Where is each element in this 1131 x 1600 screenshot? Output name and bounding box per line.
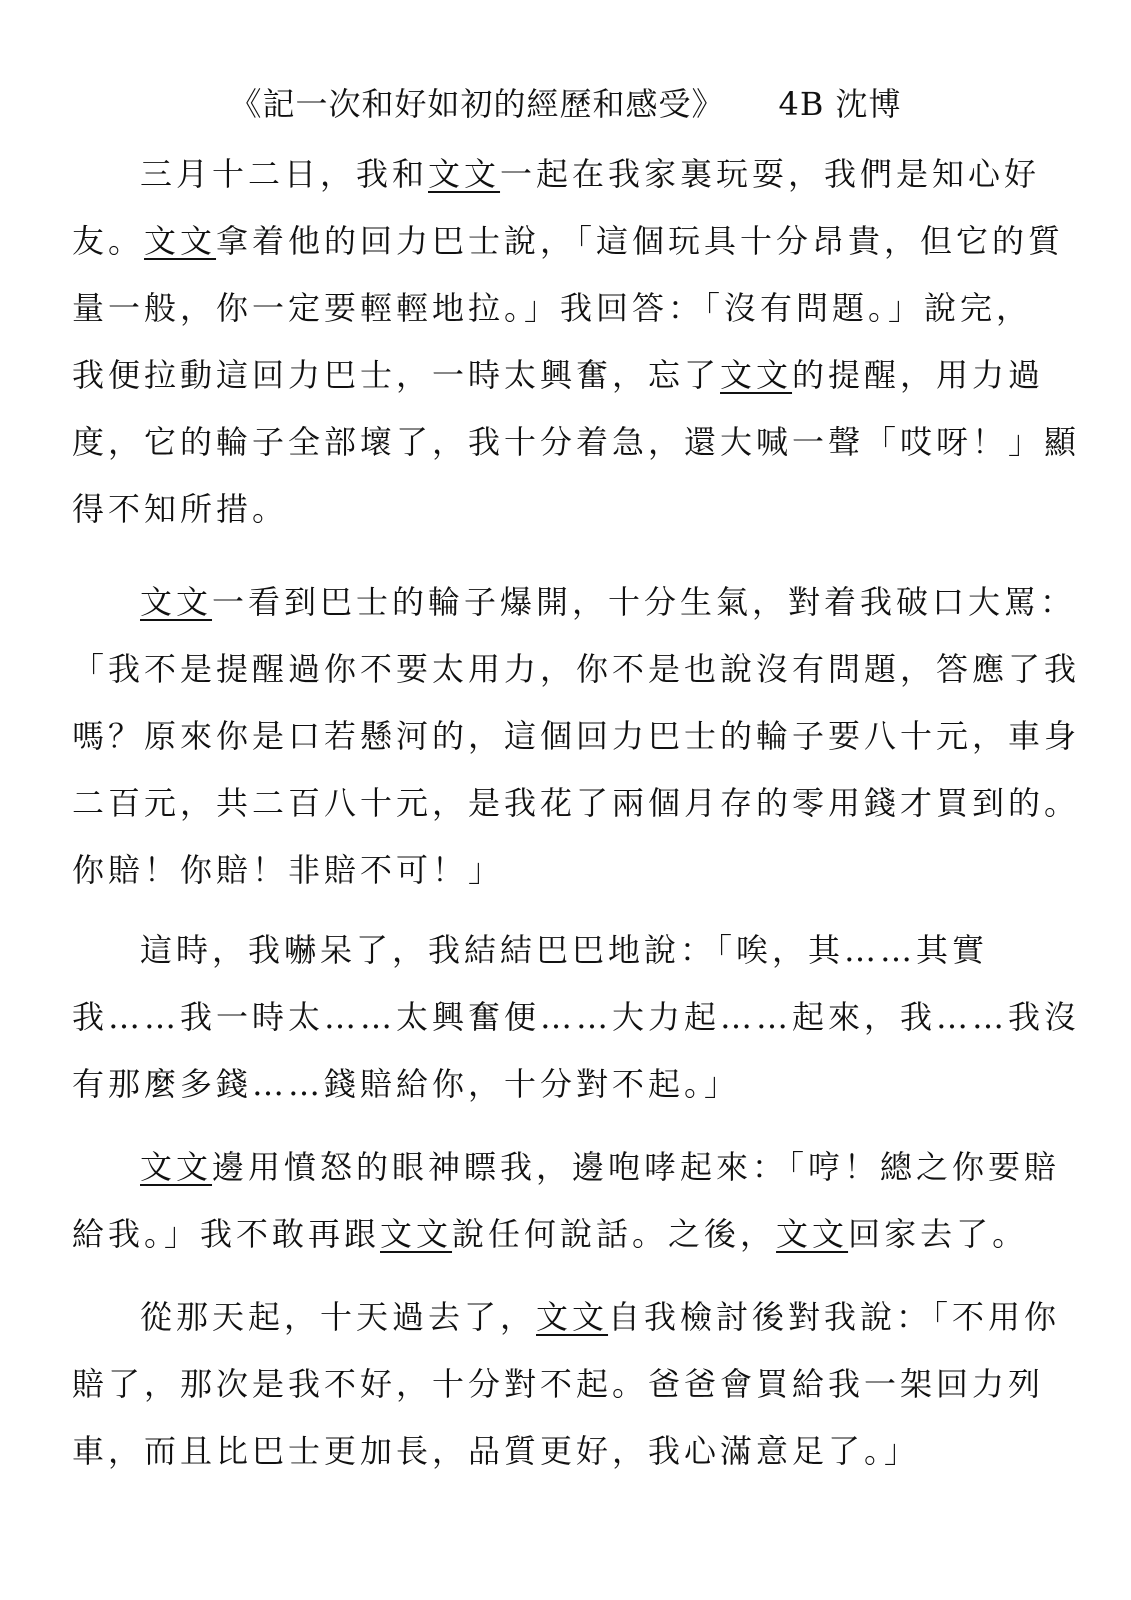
text-segment: 「我不是提醒過你不要太用力，你不是也說沒有問題，答應了我 — [72, 650, 1081, 688]
text-segment: 二百元，共二百八十元，是我花了兩個月存的零用錢才買到的。 — [72, 784, 1081, 822]
text-line — [72, 1212, 1028, 1256]
text-line — [72, 353, 1044, 397]
underlined-name: 文文 — [140, 1148, 213, 1186]
text-segment: 度，它的輪子全部壞了，我十分着急，還大喊一聲「哎呀！」顯 — [72, 423, 1081, 461]
text-segment: 你賠！你賠！非賠不可！」 — [72, 851, 505, 889]
text-line — [72, 1429, 920, 1473]
text-segment: 賠了，那次是我不好，十分對不起。爸爸會買給我一架回力列 — [72, 1365, 1045, 1403]
text-segment: 一起在我家裏玩耍，我們是知心好 — [500, 155, 1041, 193]
text-segment: 三月十二日，我和 — [140, 155, 429, 193]
text-line — [72, 219, 1064, 263]
text-segment: 量一般，你一定要輕輕地拉。」我回答：「沒有問題。」說完， — [72, 289, 1033, 327]
underlined-name: 文文 — [144, 222, 217, 260]
text-line — [140, 580, 1076, 624]
text-line — [72, 647, 1080, 691]
text-segment: 嗎？原來你是口若懸河的，這個回力巴士的輪子要八十元，車身 — [72, 717, 1081, 755]
text-line — [140, 928, 988, 972]
text-segment: 說任何說話。之後， — [452, 1215, 777, 1253]
text-segment: 拿着他的回力巴士說，「這個玩具十分昂貴，但它的質 — [216, 222, 1065, 260]
underlined-name: 文文 — [776, 1215, 849, 1253]
author-label: 4B 沈博 — [778, 85, 902, 123]
underlined-name: 文文 — [380, 1215, 453, 1253]
text-segment: 這時，我嚇呆了，我結結巴巴地說：「唉，其……其實 — [140, 931, 989, 969]
text-segment: 有那麼多錢……錢賠給你，十分對不起。」 — [72, 1065, 741, 1103]
text-line — [140, 1145, 1060, 1189]
text-segment: 的提醒，用力過 — [792, 356, 1045, 394]
underlined-name: 文文 — [428, 155, 501, 193]
text-segment: 從那天起，十天過去了， — [140, 1298, 537, 1336]
text-line — [72, 1062, 740, 1106]
text-segment: 一看到巴士的輪子爆開，十分生氣，對着我破口大罵： — [212, 583, 1077, 621]
text-segment: 車，而且比巴士更加長，品質更好，我心滿意足了。」 — [72, 1432, 921, 1470]
text-line — [72, 781, 1080, 825]
text-line — [140, 1295, 1060, 1339]
text-segment: 我便拉動這回力巴士，一時太興奮，忘了 — [72, 356, 721, 394]
essay-title — [0, 82, 1131, 126]
text-line — [140, 152, 1040, 196]
text-segment: 我……我一時太……太興奮便……大力起……起來，我……我沒 — [72, 998, 1081, 1036]
text-segment: 邊用憤怒的眼神瞟我，邊咆哮起來：「哼！總之你要賠 — [212, 1148, 1061, 1186]
title-text: 《記一次和好如初的經歷和感受》 — [229, 85, 725, 123]
text-line — [72, 848, 504, 892]
text-line — [72, 995, 1080, 1039]
underlined-name: 文文 — [536, 1298, 609, 1336]
text-segment: 回家去了。 — [848, 1215, 1029, 1253]
underlined-name: 文文 — [140, 583, 213, 621]
text-line — [72, 1362, 1044, 1406]
text-segment: 得不知所措。 — [72, 490, 289, 528]
text-line — [72, 286, 1032, 330]
underlined-name: 文文 — [720, 356, 793, 394]
text-line — [72, 487, 288, 531]
text-segment: 給我。」我不敢再跟 — [72, 1215, 381, 1253]
text-line — [72, 420, 1080, 464]
text-line — [72, 714, 1080, 758]
text-segment: 友。 — [72, 222, 145, 260]
text-segment: 自我檢討後對我說：「不用你 — [608, 1298, 1061, 1336]
